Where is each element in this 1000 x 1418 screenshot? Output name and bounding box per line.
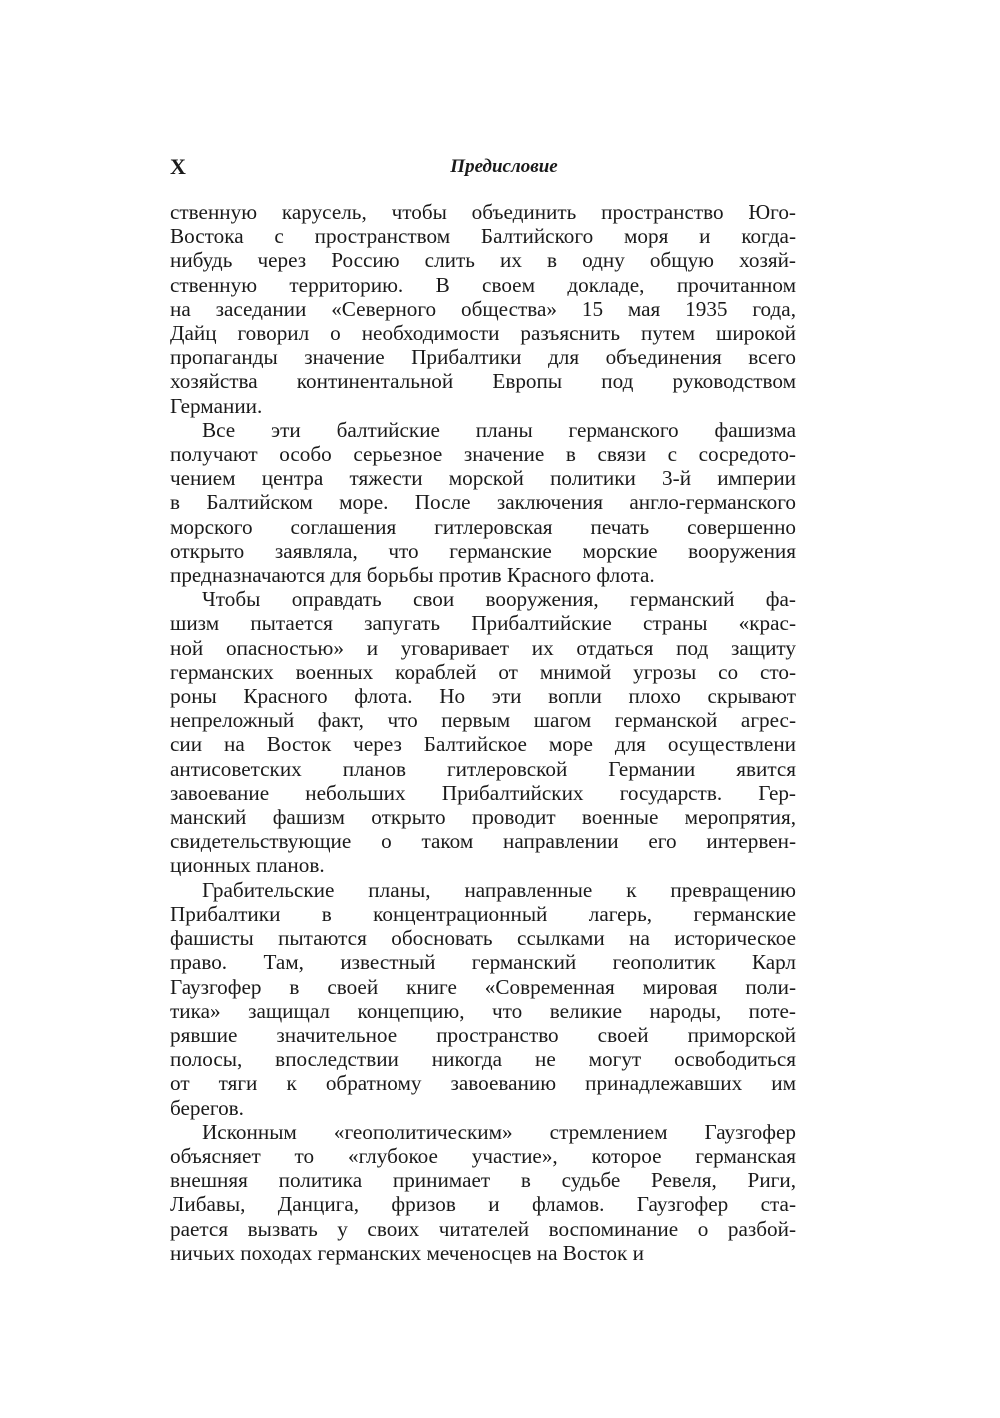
text-line: Востока с пространством Балтийского моря и когда- (170, 224, 796, 249)
text-line: непреложный факт, что первым шагом германской агрес- (170, 708, 796, 733)
text-line: рается вызвать у своих читателей воспоминание о разбой- (170, 1216, 796, 1241)
running-title: Предисловие (450, 156, 558, 177)
text-line: ной опасностью» и уговаривает их отдаться под защиту (170, 635, 796, 660)
text-line: Либавы, Данцига, фризов и фламов. Гаузгофер ста- (170, 1192, 796, 1217)
text-line: Прибалтики в концентрационный лагерь, германские (170, 901, 796, 926)
text-line: Чтобы оправдать свои вооружения, германский фа- (202, 587, 796, 612)
text-line: свидетельствующие о таком направлении его интервен- (170, 829, 796, 854)
text-line: право. Там, известный германский геополитик Карл (170, 950, 796, 975)
page-number: X (170, 154, 186, 179)
text-line: на заседании «Северного общества» 15 мая 1935 года, (170, 296, 796, 321)
text-line: Все эти балтийские планы германского фашизма (202, 417, 796, 442)
text-line: хозяйства континентальной Европы под руководством (170, 369, 796, 394)
text-line: сии на Восток через Балтийское море для осуществлени (170, 732, 796, 757)
paragraph (170, 587, 796, 877)
text-line: антисоветских планов гитлеровской Германии явится (170, 756, 796, 781)
text-line: полосы, впоследствии никогда не могут освободиться (170, 1047, 796, 1072)
text-line: Грабительские планы, направленные к превращению (202, 877, 796, 902)
text-line: открыто заявляла, что германские морские вооружения (170, 538, 796, 563)
text-line: Дайц говорил о необходимости разъяснить путем широкой (170, 321, 796, 346)
paragraph (170, 1120, 796, 1265)
text-line: Германии. (170, 393, 263, 418)
paragraph (170, 200, 796, 418)
text-line: Гаузгофер в своей книге «Современная мировая поли- (170, 974, 796, 999)
text-line: пропаганды значение Прибалтики для объединения всего (170, 345, 796, 370)
text-line: в Балтийском море. После заключения англо-германского (170, 490, 796, 515)
paragraph (170, 878, 796, 1120)
body-text (170, 200, 796, 1265)
text-line: предназначаются для борьбы против Красного флота. (170, 563, 655, 588)
text-line: внешняя политика принимает в судьбе Ревеля, Риги, (170, 1168, 796, 1193)
text-line: ционных планов. (170, 853, 325, 878)
text-line: чением центра тяжести морской политики 3-й империи (170, 466, 796, 491)
text-line: рявшие значительное пространство своей приморской (170, 1022, 796, 1047)
paragraph (170, 418, 796, 587)
text-line: Исконным «геополитическим» стремлением Гаузгофер (202, 1119, 796, 1144)
text-line: морского соглашения гитлеровская печать совершенно (170, 514, 796, 539)
text-line: объясняет то «глубокое участие», которое германская (170, 1143, 796, 1168)
page-header (170, 152, 798, 182)
text-line: от тяги к обратному завоеванию принадлежавших им (170, 1071, 796, 1096)
text-line: завоевание небольших Прибалтийских государств. Гер- (170, 780, 796, 805)
text-line: нибудь через Россию слить их в одну общую хозяй- (170, 248, 796, 273)
text-line: роны Красного флота. Но эти вопли плохо скрывают (170, 684, 796, 709)
text-line: тика» защищал концепцию, что великие народы, поте- (170, 998, 796, 1023)
text-line: фашисты пытаются обосновать ссылками на историческое (170, 926, 796, 951)
text-line: берегов. (170, 1095, 244, 1120)
text-line: манский фашизм открыто проводит военные меропрятия, (170, 805, 796, 830)
text-line: германских военных кораблей от мнимой угрозы со сто- (170, 659, 796, 684)
text-line: ственную территорию. В своем докладе, прочитанном (170, 272, 796, 297)
text-line: ничьих походах германских меченосцев на Восток и (170, 1240, 644, 1265)
text-line: шизм пытается запугать Прибалтийские страны «крас- (170, 611, 796, 636)
text-line: ственную карусель, чтобы объединить пространство Юго- (170, 200, 796, 224)
text-line: получают особо серьезное значение в связи с сосредото- (170, 442, 796, 467)
